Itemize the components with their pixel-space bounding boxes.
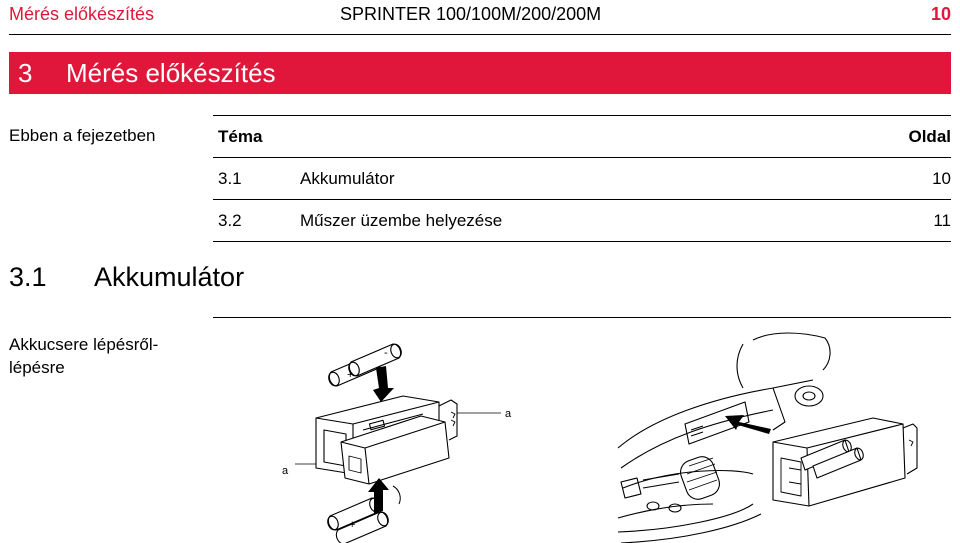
- toc-row-title: Akkumulátor: [300, 169, 395, 188]
- chapter-toc-table: [213, 115, 951, 242]
- running-header-section: Mérés előkészítés: [9, 4, 155, 24]
- running-header-product: SPRINTER 100/100M/200/200M: [340, 4, 602, 24]
- chapter-number: 3: [18, 58, 33, 88]
- battery-plus-sign: +: [347, 369, 354, 381]
- battery-replacement-illustration: [213, 318, 960, 543]
- header-rule: [9, 34, 951, 35]
- callout-label-a-right: a: [505, 408, 512, 420]
- page-number: 10: [930, 4, 951, 24]
- toc-row-number: 3.2: [218, 211, 242, 230]
- in-this-chapter-label: Ebben a fejezetben: [9, 126, 156, 145]
- battery-minus-sign: -: [384, 347, 388, 359]
- step-by-step-label-line2: lépésre: [9, 358, 65, 377]
- chapter-title-bar: [9, 52, 951, 94]
- callout-label-a-left: a: [282, 465, 289, 477]
- step-by-step-label-line1: Akkucsere lépésről-: [9, 335, 159, 354]
- toc-header-topic: Téma: [218, 127, 263, 146]
- toc-row-number: 3.1: [218, 169, 242, 188]
- toc-row-title: Műszer üzembe helyezése: [300, 211, 503, 230]
- toc-header-page: Oldal: [908, 127, 951, 146]
- battery-plus-sign: +: [349, 519, 356, 531]
- section-number: 3.1: [9, 262, 47, 292]
- toc-row[interactable]: [213, 158, 951, 200]
- toc-row-page: 11: [933, 211, 951, 230]
- battery-case-left: [316, 396, 457, 484]
- battery-case-right: [773, 418, 917, 506]
- section-title: Akkumulátor: [94, 262, 245, 292]
- toc-header-row: [213, 115, 951, 158]
- toc-row-page: 10: [932, 169, 951, 188]
- insert-arrow-down-icon: [373, 366, 394, 402]
- battery-cells-top: [327, 343, 403, 388]
- step-by-step-label: [9, 333, 194, 379]
- chapter-title: Mérés előkészítés: [66, 58, 276, 88]
- toc-row[interactable]: [213, 200, 951, 242]
